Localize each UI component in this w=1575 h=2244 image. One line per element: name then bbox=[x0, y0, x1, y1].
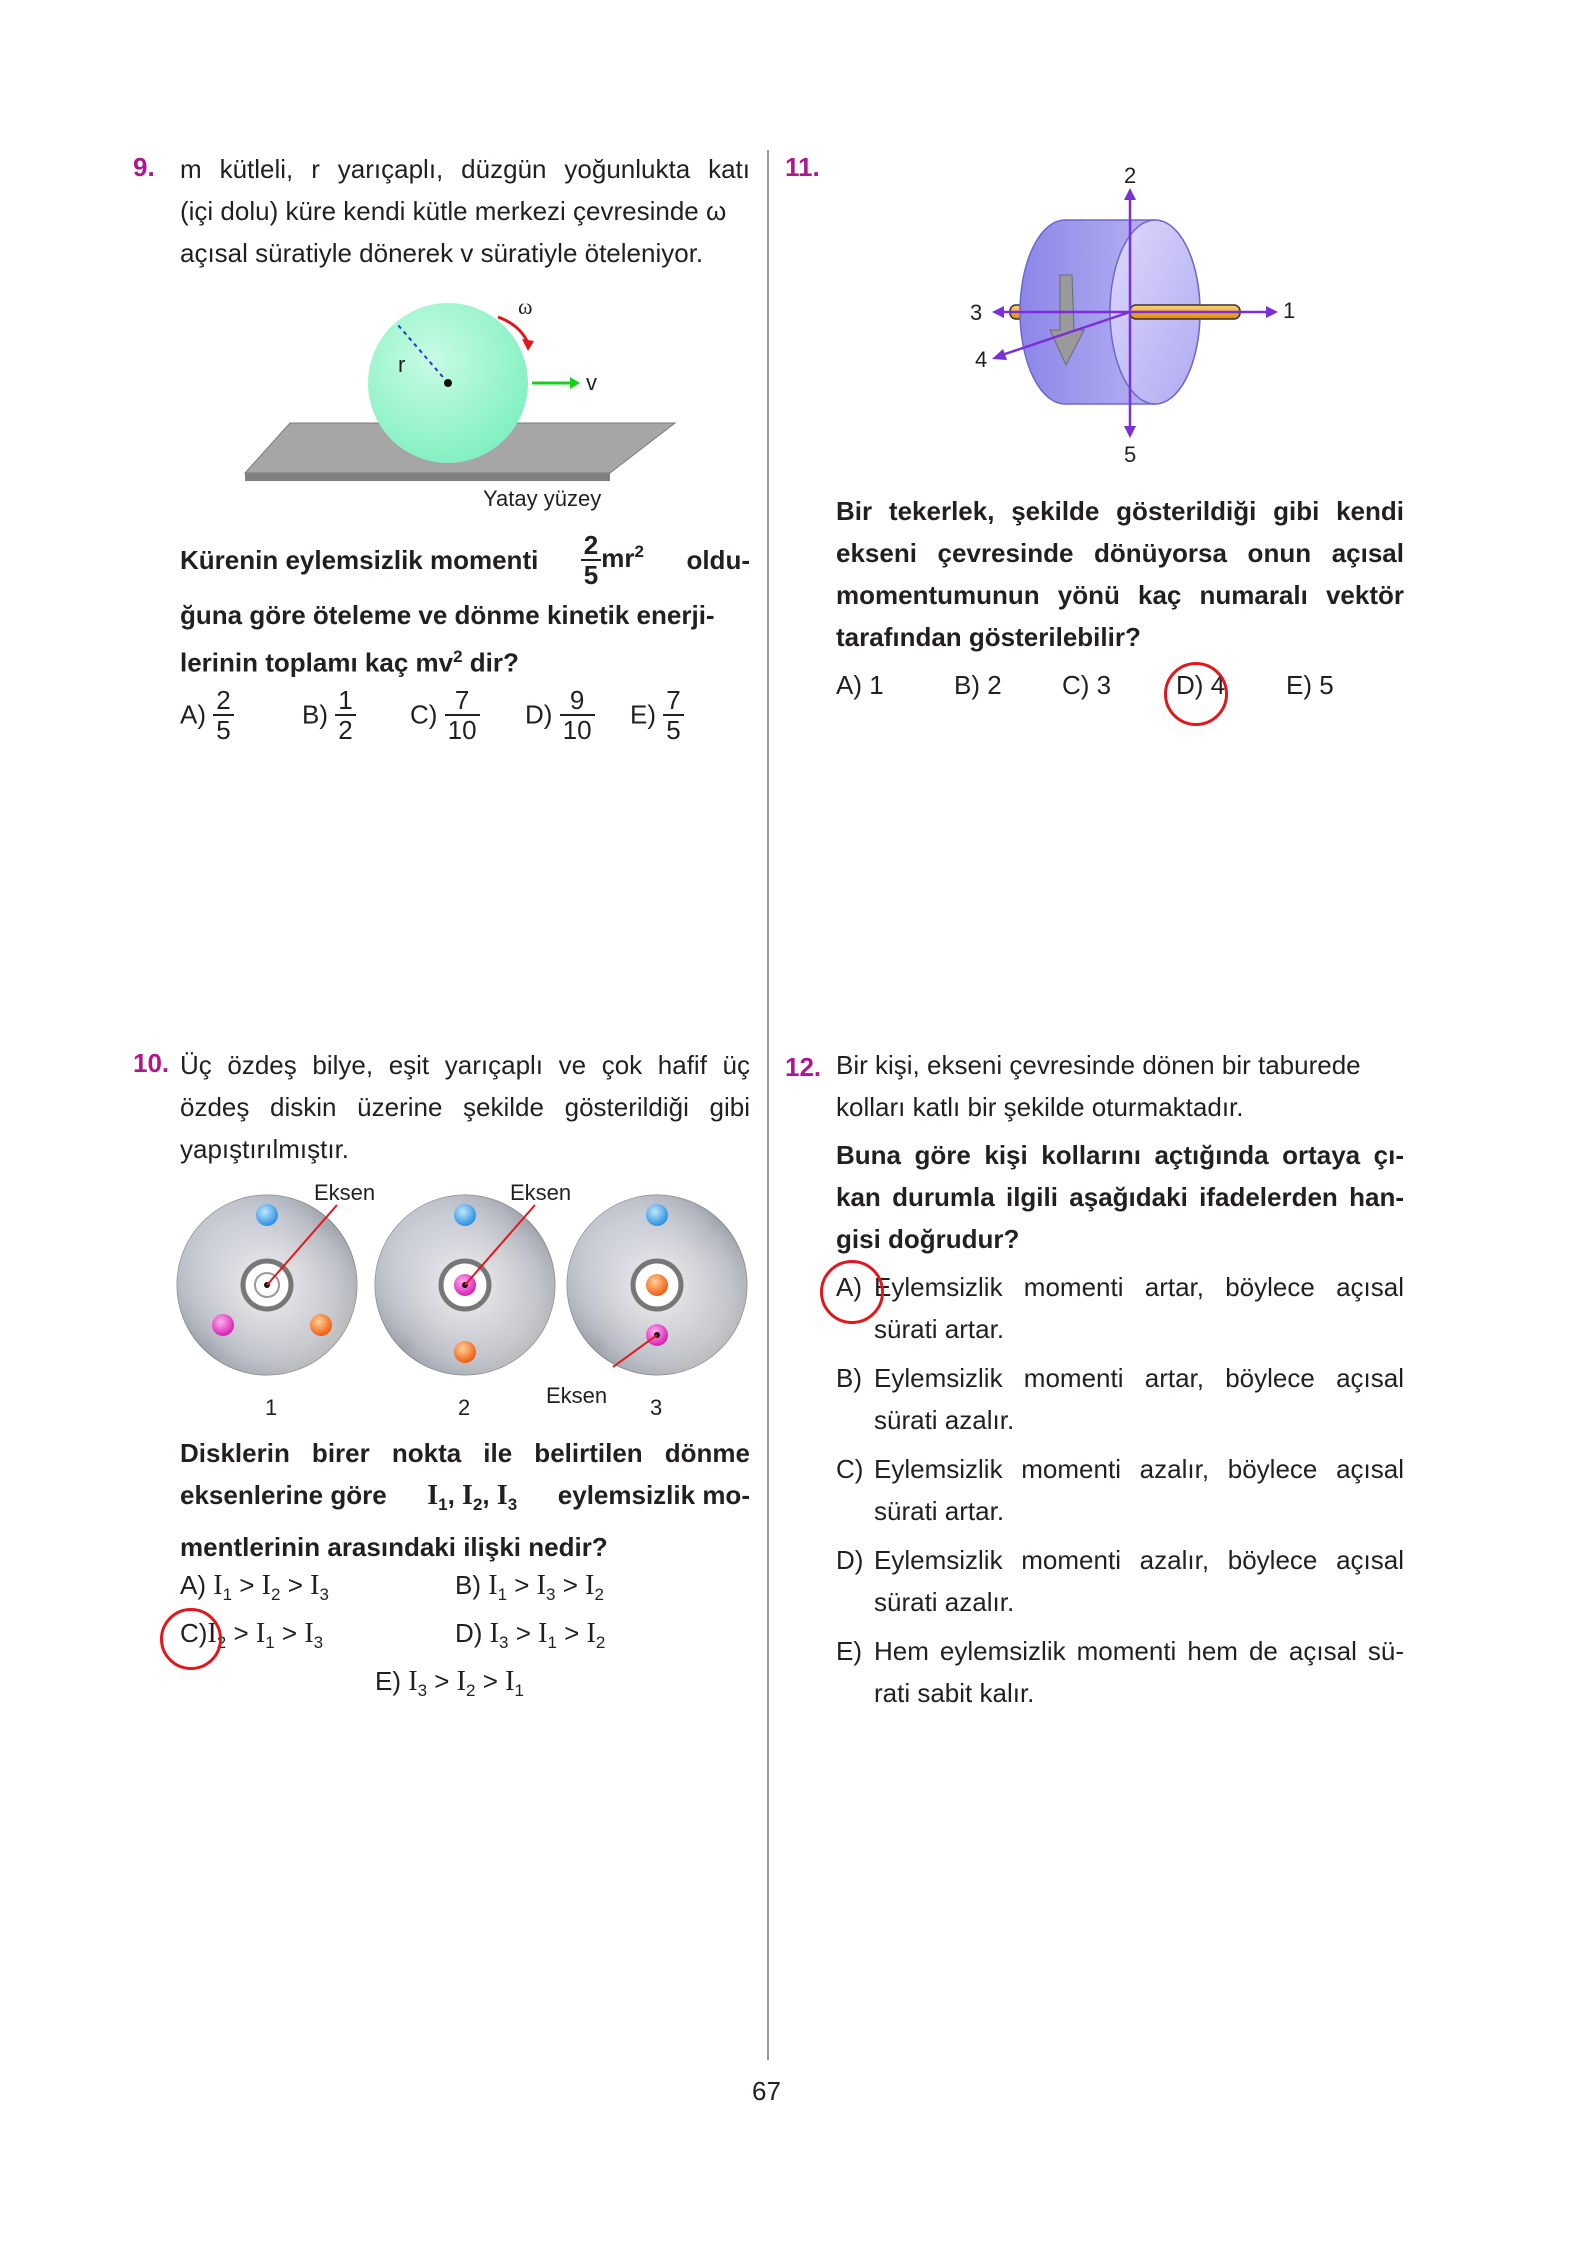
radius-label: r bbox=[398, 352, 406, 377]
option-c[interactable]: $C)I_2 > I_1 > I_3$ bbox=[180, 1618, 324, 1653]
fraction-2-5: $\frac{2}{5}$ bbox=[581, 531, 601, 589]
pink-ball bbox=[212, 1314, 234, 1336]
option-d[interactable]: D) Eylemsizlik momenti azalır, böylece açısal sürati azalır. bbox=[836, 1545, 1404, 1617]
sphere-on-surface-figure bbox=[230, 295, 690, 520]
column-divider bbox=[767, 150, 769, 2060]
option-b[interactable]: B) $\frac{1}{2}$ bbox=[302, 686, 356, 744]
question-12-number: 12. bbox=[785, 1052, 822, 1082]
option-c[interactable]: C) $\frac{7}{10}$ bbox=[410, 686, 480, 744]
axis-label-1: Eksen bbox=[314, 1180, 376, 1205]
question-11-number: 11. bbox=[785, 152, 820, 182]
option-d[interactable]: D) 4 bbox=[1176, 670, 1226, 700]
option-c[interactable]: C) Eylemsizlik momenti azalır, böylece açısal sürati artar. bbox=[836, 1454, 1404, 1526]
disk-label-3: 3 bbox=[650, 1395, 663, 1420]
axis-number-3: 3 bbox=[970, 300, 983, 325]
page-number: 67 bbox=[752, 2076, 781, 2106]
axis-number-4: 4 bbox=[975, 347, 988, 372]
option-d[interactable]: D) $\frac{9}{10}$ bbox=[525, 686, 595, 744]
option-b[interactable]: B) $I_1 > I_3 > I_2$ bbox=[455, 1570, 604, 1605]
axis-label-3: Eksen bbox=[546, 1383, 608, 1408]
wheel-axis-figure bbox=[950, 160, 1300, 460]
question-number: 9. bbox=[133, 152, 155, 182]
option-a[interactable]: A) 1 bbox=[836, 670, 884, 700]
disk-label-2: 2 bbox=[458, 1395, 471, 1420]
option-e[interactable]: E) $I_3 > I_2 > I_1$ bbox=[375, 1666, 524, 1701]
blue-ball bbox=[646, 1204, 668, 1226]
question-11-prompt: Bir tekerlek, şekilde gösterildiği gibi kendi ekseni çevresinde dönüyorsa onun açısal momentumunun yönü kaç numaralı vektör tarafından gösterilebilir? bbox=[836, 496, 1404, 652]
orange-ball bbox=[454, 1341, 476, 1363]
question-12-stem: Bir kişi, ekseni çevresinde dönen bir taburede kolları katlı bir şekilde oturmaktadır. bbox=[836, 1050, 1361, 1122]
answer-mark-circle bbox=[160, 1608, 222, 1670]
option-b[interactable]: B) Eylemsizlik momenti artar, böylece açısal sürati azalır. bbox=[836, 1363, 1404, 1435]
option-c[interactable]: C) 3 bbox=[1062, 670, 1112, 700]
question-11-options bbox=[836, 670, 1396, 710]
axis-number-5: 5 bbox=[1124, 442, 1137, 467]
option-e[interactable]: E) $\frac{7}{5}$ bbox=[630, 686, 684, 744]
option-a[interactable]: A) $I_1 > I_2 > I_3$ bbox=[180, 1570, 329, 1605]
axis-number-2: 2 bbox=[1124, 163, 1137, 188]
omega-label: ω bbox=[518, 294, 533, 319]
surface-label: Yatay yüzey bbox=[483, 486, 602, 511]
orange-ball bbox=[310, 1314, 332, 1336]
question-9-prompt: Kürenin eylemsizlik momenti $\frac{2}{5}$ $mr^2$ oldu- ğuna göre öteleme ve dönme kinetik enerji- lerinin toplamı kaç $mv^2$ dir? bbox=[180, 530, 750, 678]
axis-number-1: 1 bbox=[1283, 298, 1296, 323]
option-e[interactable]: E) Hem eylemsizlik momenti hem de açısal sü- rati sabit kalır. bbox=[836, 1636, 1404, 1708]
option-a[interactable]: A) Eylemsizlik momenti artar, böylece açısal sürati artar. bbox=[836, 1272, 1404, 1344]
question-9-options bbox=[180, 686, 740, 750]
axis-label-2: Eksen bbox=[510, 1180, 572, 1205]
option-b[interactable]: B) 2 bbox=[954, 670, 1002, 700]
question-stem: Üç özdeş bilye, eşit yarıçaplı ve çok hafif üç özdeş diskin üzerine şekilde gösterildiği gibi yapıştırılmıştır. bbox=[180, 1050, 750, 1164]
question-10-prompt: Disklerin birer nokta ile belirtilen dönme eksenlerine göre $I_1$, $I_2$, $I_3$ eylemsizlik mo- mentlerinin arasındaki ilişki nedir? bbox=[180, 1438, 750, 1563]
option-e[interactable]: E) 5 bbox=[1286, 670, 1334, 700]
three-disks-figure bbox=[175, 1185, 755, 1415]
velocity-label: v bbox=[586, 370, 597, 395]
answer-mark-circle bbox=[820, 1260, 884, 1324]
question-10-options bbox=[180, 1570, 740, 1710]
question-number: 10. bbox=[133, 1048, 170, 1078]
option-d[interactable]: D) $I_3 > I_1 > I_2$ bbox=[455, 1618, 606, 1653]
blue-ball bbox=[454, 1204, 476, 1226]
blue-ball bbox=[256, 1204, 278, 1226]
option-a[interactable]: A) $\frac{2}{5}$ bbox=[180, 686, 234, 744]
answer-mark-circle bbox=[1164, 662, 1228, 726]
question-12-prompt: Buna göre kişi kollarını açtığında ortaya çı- kan durumla ilgili aşağıdaki ifadelerden han- gisi doğrudur? bbox=[836, 1140, 1404, 1254]
disk-2 bbox=[375, 1195, 555, 1375]
disk-label-1: 1 bbox=[265, 1395, 278, 1420]
question-stem: m kütleli, r yarıçaplı, düzgün yoğunlukta katı (içi dolu) küre kendi kütle merkezi çevresinde ω açısal süratiyle dönerek v süratiyle öteleniyor. bbox=[180, 154, 750, 268]
orange-ball bbox=[646, 1274, 668, 1296]
disk-3 bbox=[567, 1195, 747, 1375]
question-12-options bbox=[836, 1266, 1404, 1716]
disk-1 bbox=[177, 1195, 357, 1375]
